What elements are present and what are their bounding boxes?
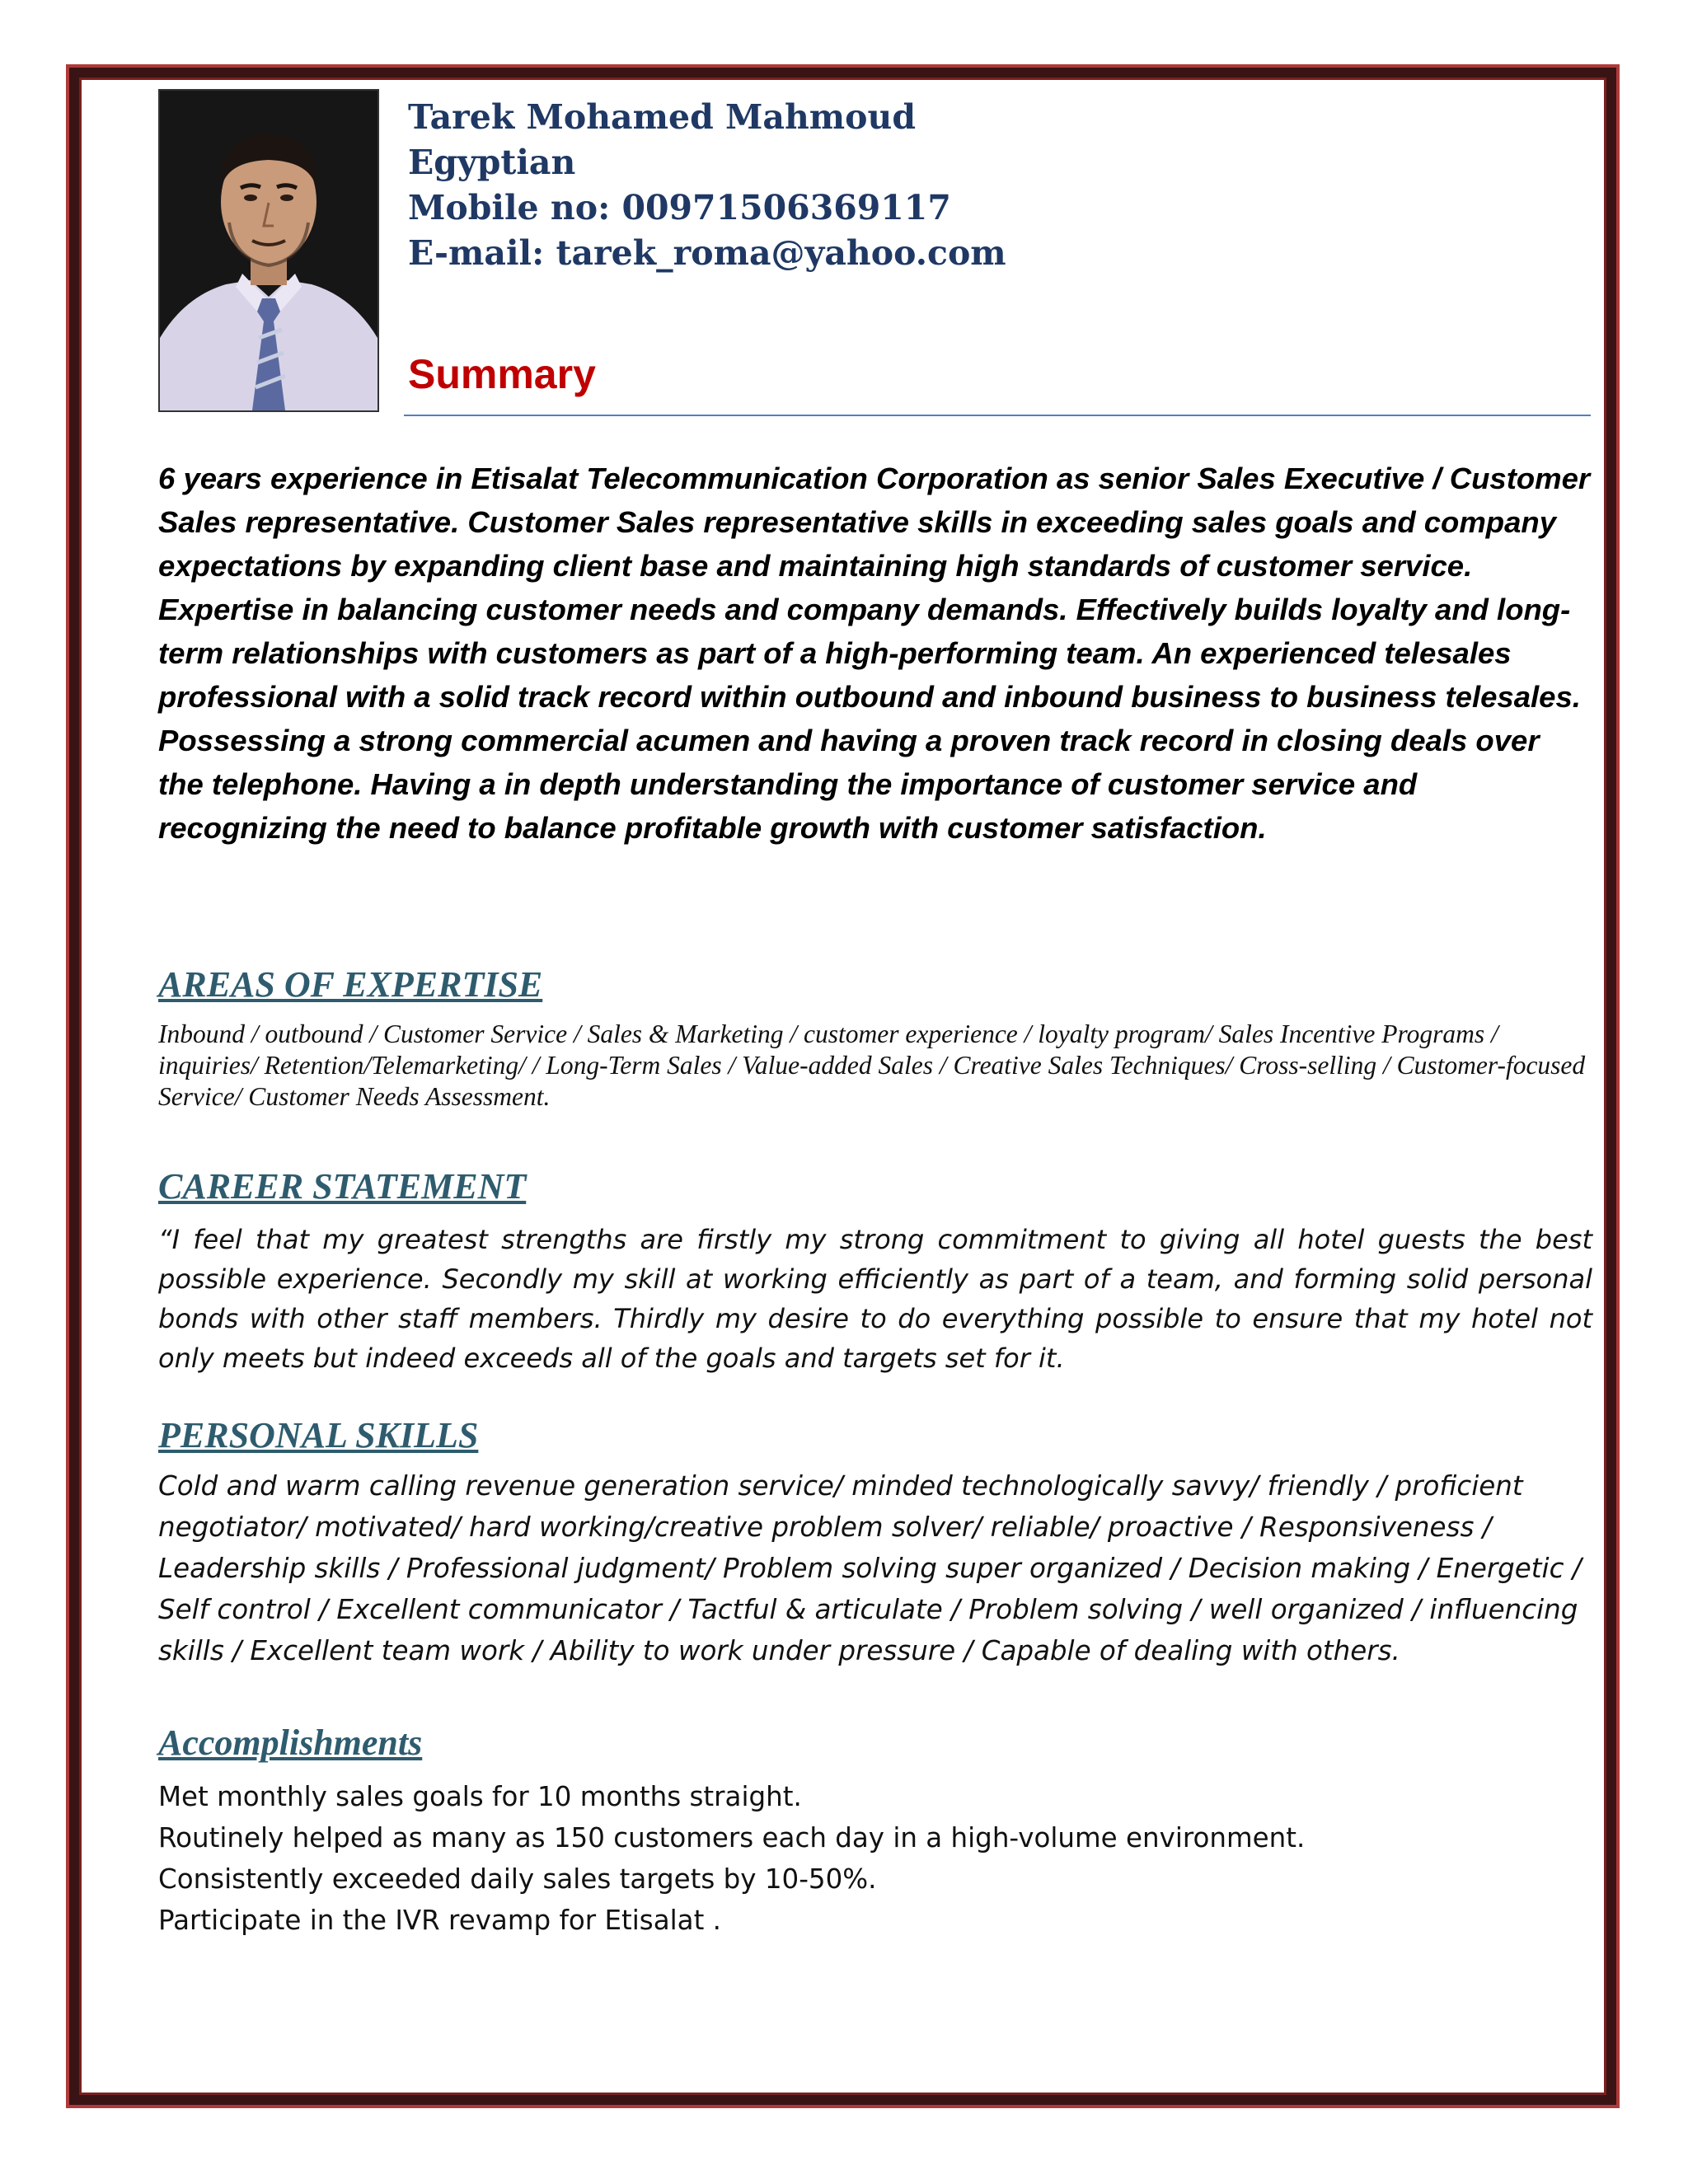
skills-text: Cold and warm calling revenue generation service/ minded technologically savvy/ friendly / proficient negotiator/ motivated/ hard working/creative problem solver/ reliable/ proactive / Responsiveness / Leadership skills / Professional judgment/ Problem solving super organized / Decision making / Energetic / Self control / Excellent communicator / Tactful & articulate / Problem solving / well organized / influencing skills / Excellent team work / Ability to work under pressure / Capable of dealing with others. <box>158 1470 1582 1666</box>
summary-divider <box>404 415 1591 416</box>
email-address: E-mail: tarek_roma@yahoo.com <box>408 233 1006 273</box>
summary-text: 6 years experience in Etisalat Telecommunication Corporation as senior Sales Executive / Customer Sales representative. Customer Sales representative skills in exceeding sales goals and company expectations by expanding client base and maintaining high standards of customer service. Expertise in balancing customer needs and company demands. Effectively builds loyalty and long-term relationships with customers as part of a high-performing team. An experienced telesales professional with a solid track record within outbound and inbound business to business telesales. Possessing a strong commercial acumen and having a proven track record in closing deals over the telephone. Having a in depth understanding the importance of customer service and recognizing the need to balance profitable growth with customer satisfaction. <box>158 462 1591 845</box>
profile-photo <box>158 89 379 412</box>
nationality: Egyptian <box>408 143 576 182</box>
expertise-text: Inbound / outbound / Customer Service / Sales & Marketing / customer experience / loyalty program/ Sales Incentive Programs / inquiries/ Retention/Telemarketing/ / Long-Term Sales / Value-added Sales / Creative Sales Techniques/ Cross-selling / Customer-focused Service/ Customer Needs Assessment. <box>158 1019 1586 1111</box>
accomplishments-heading: Accomplishments <box>158 1722 423 1763</box>
candidate-name: Tarek Mohamed Mahmoud <box>408 97 917 137</box>
accomplishment-item: Participate in the IVR revamp for Etisalat . <box>158 1905 721 1936</box>
skills-heading: PERSONAL SKILLS <box>158 1415 479 1455</box>
mobile-number: Mobile no: 00971506369117 <box>408 188 951 227</box>
accomplishment-item: Routinely helped as many as 150 customers each day in a high-volume environment. <box>158 1822 1306 1854</box>
accomplishment-item: Consistently exceeded daily sales targets by 10-50%. <box>158 1863 877 1895</box>
expertise-heading: AREAS OF EXPERTISE <box>158 964 543 1005</box>
career-heading: CAREER STATEMENT <box>158 1166 527 1207</box>
accomplishments-list <box>158 1776 1592 1941</box>
accomplishment-item: Met monthly sales goals for 10 months straight. <box>158 1781 802 1812</box>
summary-heading: Summary <box>408 351 596 397</box>
career-text: “I feel that my greatest strengths are firstly my strong commitment to giving all hotel guests the best possible experience. Secondly my skill at working efficiently as part of a team, and forming solid personal bonds with other staff members. Thirdly my desire to do everything possible to ensure that my hotel not only meets but indeed exceeds all of the goals and targets set for it. <box>158 1224 1592 1374</box>
